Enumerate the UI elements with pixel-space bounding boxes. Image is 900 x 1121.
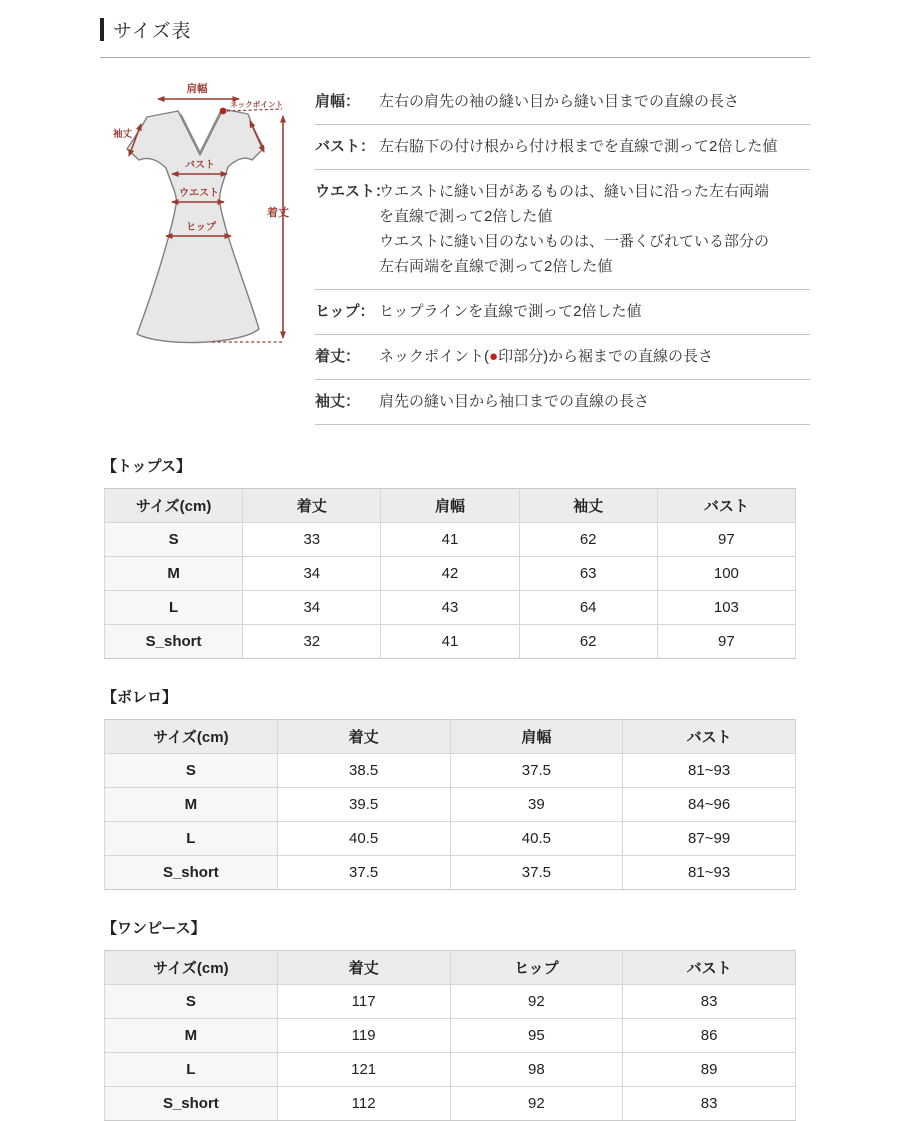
definition-text: 肩先の縫い目から袖口までの直線の長さ bbox=[379, 393, 650, 410]
value-cell: 62 bbox=[519, 625, 657, 659]
column-header: バスト bbox=[623, 951, 796, 985]
value-cell: 81~93 bbox=[623, 856, 796, 890]
value-cell: 92 bbox=[450, 985, 623, 1019]
value-cell: 121 bbox=[277, 1053, 450, 1087]
value-cell: 38.5 bbox=[277, 754, 450, 788]
value-cell: 100 bbox=[657, 557, 795, 591]
hip-label: ヒップ bbox=[186, 222, 216, 233]
value-cell: 40.5 bbox=[450, 822, 623, 856]
definition-row-waist bbox=[315, 170, 810, 290]
size-chart-page bbox=[100, 14, 810, 1121]
value-cell: 81~93 bbox=[623, 754, 796, 788]
value-cell: 37.5 bbox=[277, 856, 450, 890]
value-cell: 43 bbox=[381, 591, 519, 625]
value-cell: 86 bbox=[623, 1019, 796, 1053]
sleeve-length-label: 袖丈 bbox=[113, 129, 133, 140]
neck-point-label: ネックポイント bbox=[230, 100, 284, 109]
definition-text: ヒップラインを直線で測って2倍した値 bbox=[379, 303, 642, 320]
column-header: 袖丈 bbox=[519, 489, 657, 523]
section-heading-tops: 【トップス】 bbox=[102, 458, 191, 475]
size-table bbox=[104, 719, 796, 890]
value-cell: 34 bbox=[243, 591, 381, 625]
onepiece-section bbox=[100, 917, 810, 1121]
value-cell: 89 bbox=[623, 1053, 796, 1087]
definition-term: バスト： bbox=[315, 138, 376, 155]
size-label-cell: S_short bbox=[105, 856, 278, 890]
definition-row-shoulder-width bbox=[315, 80, 810, 125]
table-header-row bbox=[105, 720, 796, 754]
definition-text: 左右の肩先の袖の縫い目から縫い目までの直線の長さ bbox=[379, 93, 740, 110]
value-cell: 42 bbox=[381, 557, 519, 591]
column-header: 着丈 bbox=[243, 489, 381, 523]
column-header: 着丈 bbox=[277, 951, 450, 985]
value-cell: 87~99 bbox=[623, 822, 796, 856]
page-header bbox=[100, 14, 810, 44]
value-cell: 41 bbox=[381, 523, 519, 557]
size-label-cell: M bbox=[105, 557, 243, 591]
value-cell: 103 bbox=[657, 591, 795, 625]
definition-row-hip bbox=[315, 290, 810, 335]
definition-row-garment-length bbox=[315, 335, 810, 380]
table-row bbox=[105, 591, 796, 625]
neck-point-dot bbox=[220, 108, 227, 115]
column-header: 肩幅 bbox=[450, 720, 623, 754]
size-label-cell: S bbox=[105, 985, 278, 1019]
value-cell: 62 bbox=[519, 523, 657, 557]
size-label-cell: L bbox=[105, 591, 243, 625]
column-header: バスト bbox=[657, 489, 795, 523]
value-cell: 32 bbox=[243, 625, 381, 659]
table-row bbox=[105, 856, 796, 890]
value-cell: 84~96 bbox=[623, 788, 796, 822]
table-row bbox=[105, 1087, 796, 1121]
size-label-cell: M bbox=[105, 1019, 278, 1053]
value-cell: 37.5 bbox=[450, 754, 623, 788]
value-cell: 119 bbox=[277, 1019, 450, 1053]
definition-term: 着丈： bbox=[315, 348, 361, 365]
definition-text: ウエストに縫い目があるものは、縫い目に沿った左右両端 bbox=[379, 183, 770, 200]
definition-row-bust bbox=[315, 125, 810, 170]
table-row bbox=[105, 1053, 796, 1087]
table-row bbox=[105, 822, 796, 856]
measurement-definitions bbox=[315, 78, 810, 425]
value-cell: 112 bbox=[277, 1087, 450, 1121]
value-cell: 39 bbox=[450, 788, 623, 822]
column-header: 着丈 bbox=[277, 720, 450, 754]
size-label-cell: S bbox=[105, 754, 278, 788]
size-label-cell: L bbox=[105, 822, 278, 856]
value-cell: 64 bbox=[519, 591, 657, 625]
table-header-row bbox=[105, 951, 796, 985]
bolero-table bbox=[104, 719, 796, 890]
size-label-cell: S_short bbox=[105, 1087, 278, 1121]
definition-text: ウエストに縫い目のないものは、一番くびれている部分の bbox=[379, 233, 770, 250]
value-cell: 83 bbox=[623, 985, 796, 1019]
value-cell: 95 bbox=[450, 1019, 623, 1053]
value-cell: 33 bbox=[243, 523, 381, 557]
table-row bbox=[105, 557, 796, 591]
value-cell: 37.5 bbox=[450, 856, 623, 890]
column-header: 肩幅 bbox=[381, 489, 519, 523]
value-cell: 63 bbox=[519, 557, 657, 591]
neck-point-leader bbox=[227, 109, 282, 111]
definition-text: を直線で測って2倍した値 bbox=[379, 208, 553, 225]
size-label-cell: L bbox=[105, 1053, 278, 1087]
shoulder-width-label: 肩幅 bbox=[186, 83, 208, 95]
size-label-cell: S bbox=[105, 523, 243, 557]
value-cell: 41 bbox=[381, 625, 519, 659]
column-header: サイズ(cm) bbox=[105, 489, 243, 523]
dress-diagram-svg bbox=[100, 78, 315, 373]
value-cell: 92 bbox=[450, 1087, 623, 1121]
table-row bbox=[105, 788, 796, 822]
column-header: ヒップ bbox=[450, 951, 623, 985]
tops-table bbox=[104, 488, 796, 659]
table-row bbox=[105, 625, 796, 659]
measurement-guide bbox=[100, 78, 810, 425]
waist-label: ウエスト bbox=[179, 188, 219, 199]
column-header: バスト bbox=[623, 720, 796, 754]
table-header-row bbox=[105, 489, 796, 523]
definition-text: 左右脇下の付け根から付け根までを直線で測って2倍した値 bbox=[379, 138, 778, 155]
table-row bbox=[105, 985, 796, 1019]
value-cell: 97 bbox=[657, 625, 795, 659]
page-title: サイズ表 bbox=[113, 20, 192, 42]
tops-section bbox=[100, 455, 810, 659]
value-cell: 34 bbox=[243, 557, 381, 591]
definition-term: 袖丈： bbox=[315, 393, 361, 410]
value-cell: 117 bbox=[277, 985, 450, 1019]
table-row bbox=[105, 1019, 796, 1053]
size-label-cell: M bbox=[105, 788, 278, 822]
definition-term: ウエスト： bbox=[315, 183, 391, 200]
onepiece-table bbox=[104, 950, 796, 1121]
section-heading-onepiece: 【ワンピース】 bbox=[102, 920, 206, 937]
bust-label: バスト bbox=[185, 160, 215, 171]
value-cell: 98 bbox=[450, 1053, 623, 1087]
table-row bbox=[105, 754, 796, 788]
definition-row-sleeve-length bbox=[315, 380, 810, 425]
title-accent-bar bbox=[100, 18, 104, 41]
definition-term: ヒップ： bbox=[315, 303, 375, 320]
dress-diagram bbox=[100, 78, 315, 425]
definition-text: ネックポイント(●印部分)から裾までの直線の長さ bbox=[379, 348, 714, 365]
garment-length-label: 着丈 bbox=[267, 207, 289, 219]
neck-point-dot-glyph: ● bbox=[489, 348, 499, 365]
value-cell: 40.5 bbox=[277, 822, 450, 856]
size-table bbox=[104, 488, 796, 659]
definition-text: 左右両端を直線で測って2倍した値 bbox=[379, 258, 613, 275]
title-divider bbox=[100, 57, 810, 58]
table-row bbox=[105, 523, 796, 557]
value-cell: 39.5 bbox=[277, 788, 450, 822]
size-label-cell: S_short bbox=[105, 625, 243, 659]
bolero-section bbox=[100, 686, 810, 890]
section-heading-bolero: 【ボレロ】 bbox=[102, 689, 178, 706]
value-cell: 83 bbox=[623, 1087, 796, 1121]
value-cell: 97 bbox=[657, 523, 795, 557]
column-header: サイズ(cm) bbox=[105, 720, 278, 754]
definition-term: 肩幅： bbox=[315, 93, 361, 110]
size-table bbox=[104, 950, 796, 1121]
column-header: サイズ(cm) bbox=[105, 951, 278, 985]
